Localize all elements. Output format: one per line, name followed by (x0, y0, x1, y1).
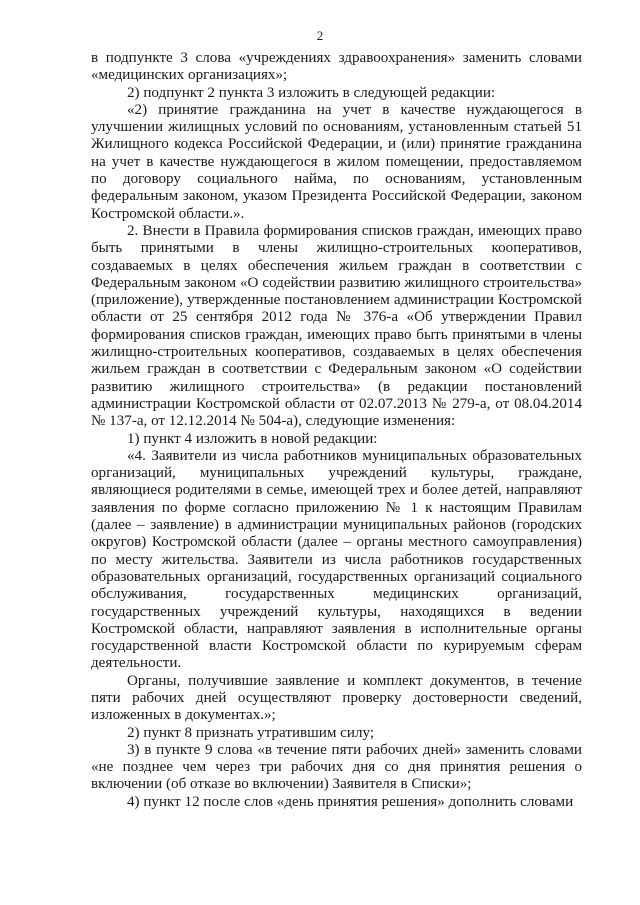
paragraph: «4. Заявители из числа работников муниципальных образовательных организаций, муниципальных учреждений культуры, граждане, являющиеся родителями в семье, имеющей трех и более детей, направляют заявления по форме согласно приложению № 1 к настоящим Правилам (далее – заявление) в администрации муниципальных районов (городских округов) Костромской области (далее – органы местного самоуправления) по месту жительства. Заявители из числа работников государственных образовательных организаций, государственных организаций социального обслуживания, государственных медицинских организаций, государственных учреждений культуры, находящихся в ведении Костромской области, направляют заявления в исполнительные органы государственной власти Костромской области по курируемым сферам деятельности. (91, 447, 582, 672)
page-number: 2 (316, 28, 324, 43)
paragraph: 2) пункт 8 признать утратившим силу; (127, 724, 375, 741)
paragraph: 2. Внести в Правила формирования списков граждан, имеющих право быть принятыми в члены жилищно-строительных кооперативов, создаваемых в целях обеспечения жильем граждан в соответствии с Федеральным законом «О содействии развитию жилищного строительства» (приложение), утвержденные постановлением администрации Костромской области от 25 сентября 2012 года № 376-а «Об утверждении Правил формирования списков граждан, имеющих право быть принятыми в члены жилищно-строительных кооперативов, создаваемых в целях обеспечения жильем граждан в соответствии с Федеральным законом «О содействии развитию жилищного строительства» (в редакции постановлений администрации Костромской области от 02.07.2013 № 279-а, от 08.04.2014 № 137-а, от 12.12.2014 № 504-а), следующие изменения: (91, 222, 582, 430)
paragraph: Органы, получившие заявление и комплект документов, в течение пяти рабочих дней осуществляют проверку достоверности сведений, изложенных в документах.»; (91, 672, 582, 724)
paragraph: в подпункте 3 слова «учреждениях здравоохранения» заменить словами «медицинских организациях»; (91, 50, 582, 84)
paragraph: 4) пункт 12 после слов «день принятия решения» дополнить словами (127, 793, 574, 810)
paragraph: 1) пункт 4 изложить в новой редакции: (127, 430, 378, 447)
paragraph: 3) в пункте 9 слова «в течение пяти рабочих дней» заменить словами «не позднее чем через три рабочих дня со дня принятия решения о включении (об отказе во включении) Заявителя в Списки»; (91, 741, 582, 793)
paragraph: «2) принятие гражданина на учет в качестве нуждающегося в улучшении жилищных условий по основаниям, установленным статьей 51 Жилищного кодекса Российской Федерации, и (или) принятие гражданина на учет в качестве нуждающегося в жилом помещении, предоставляемом по договору социального найма, по основаниям, установленным федеральным законом, указом Президента Российской Федерации, законом Костромской области.». (91, 101, 582, 222)
paragraph: 2) подпункт 2 пункта 3 изложить в следующей редакции: (127, 84, 496, 101)
document-body (91, 50, 582, 811)
